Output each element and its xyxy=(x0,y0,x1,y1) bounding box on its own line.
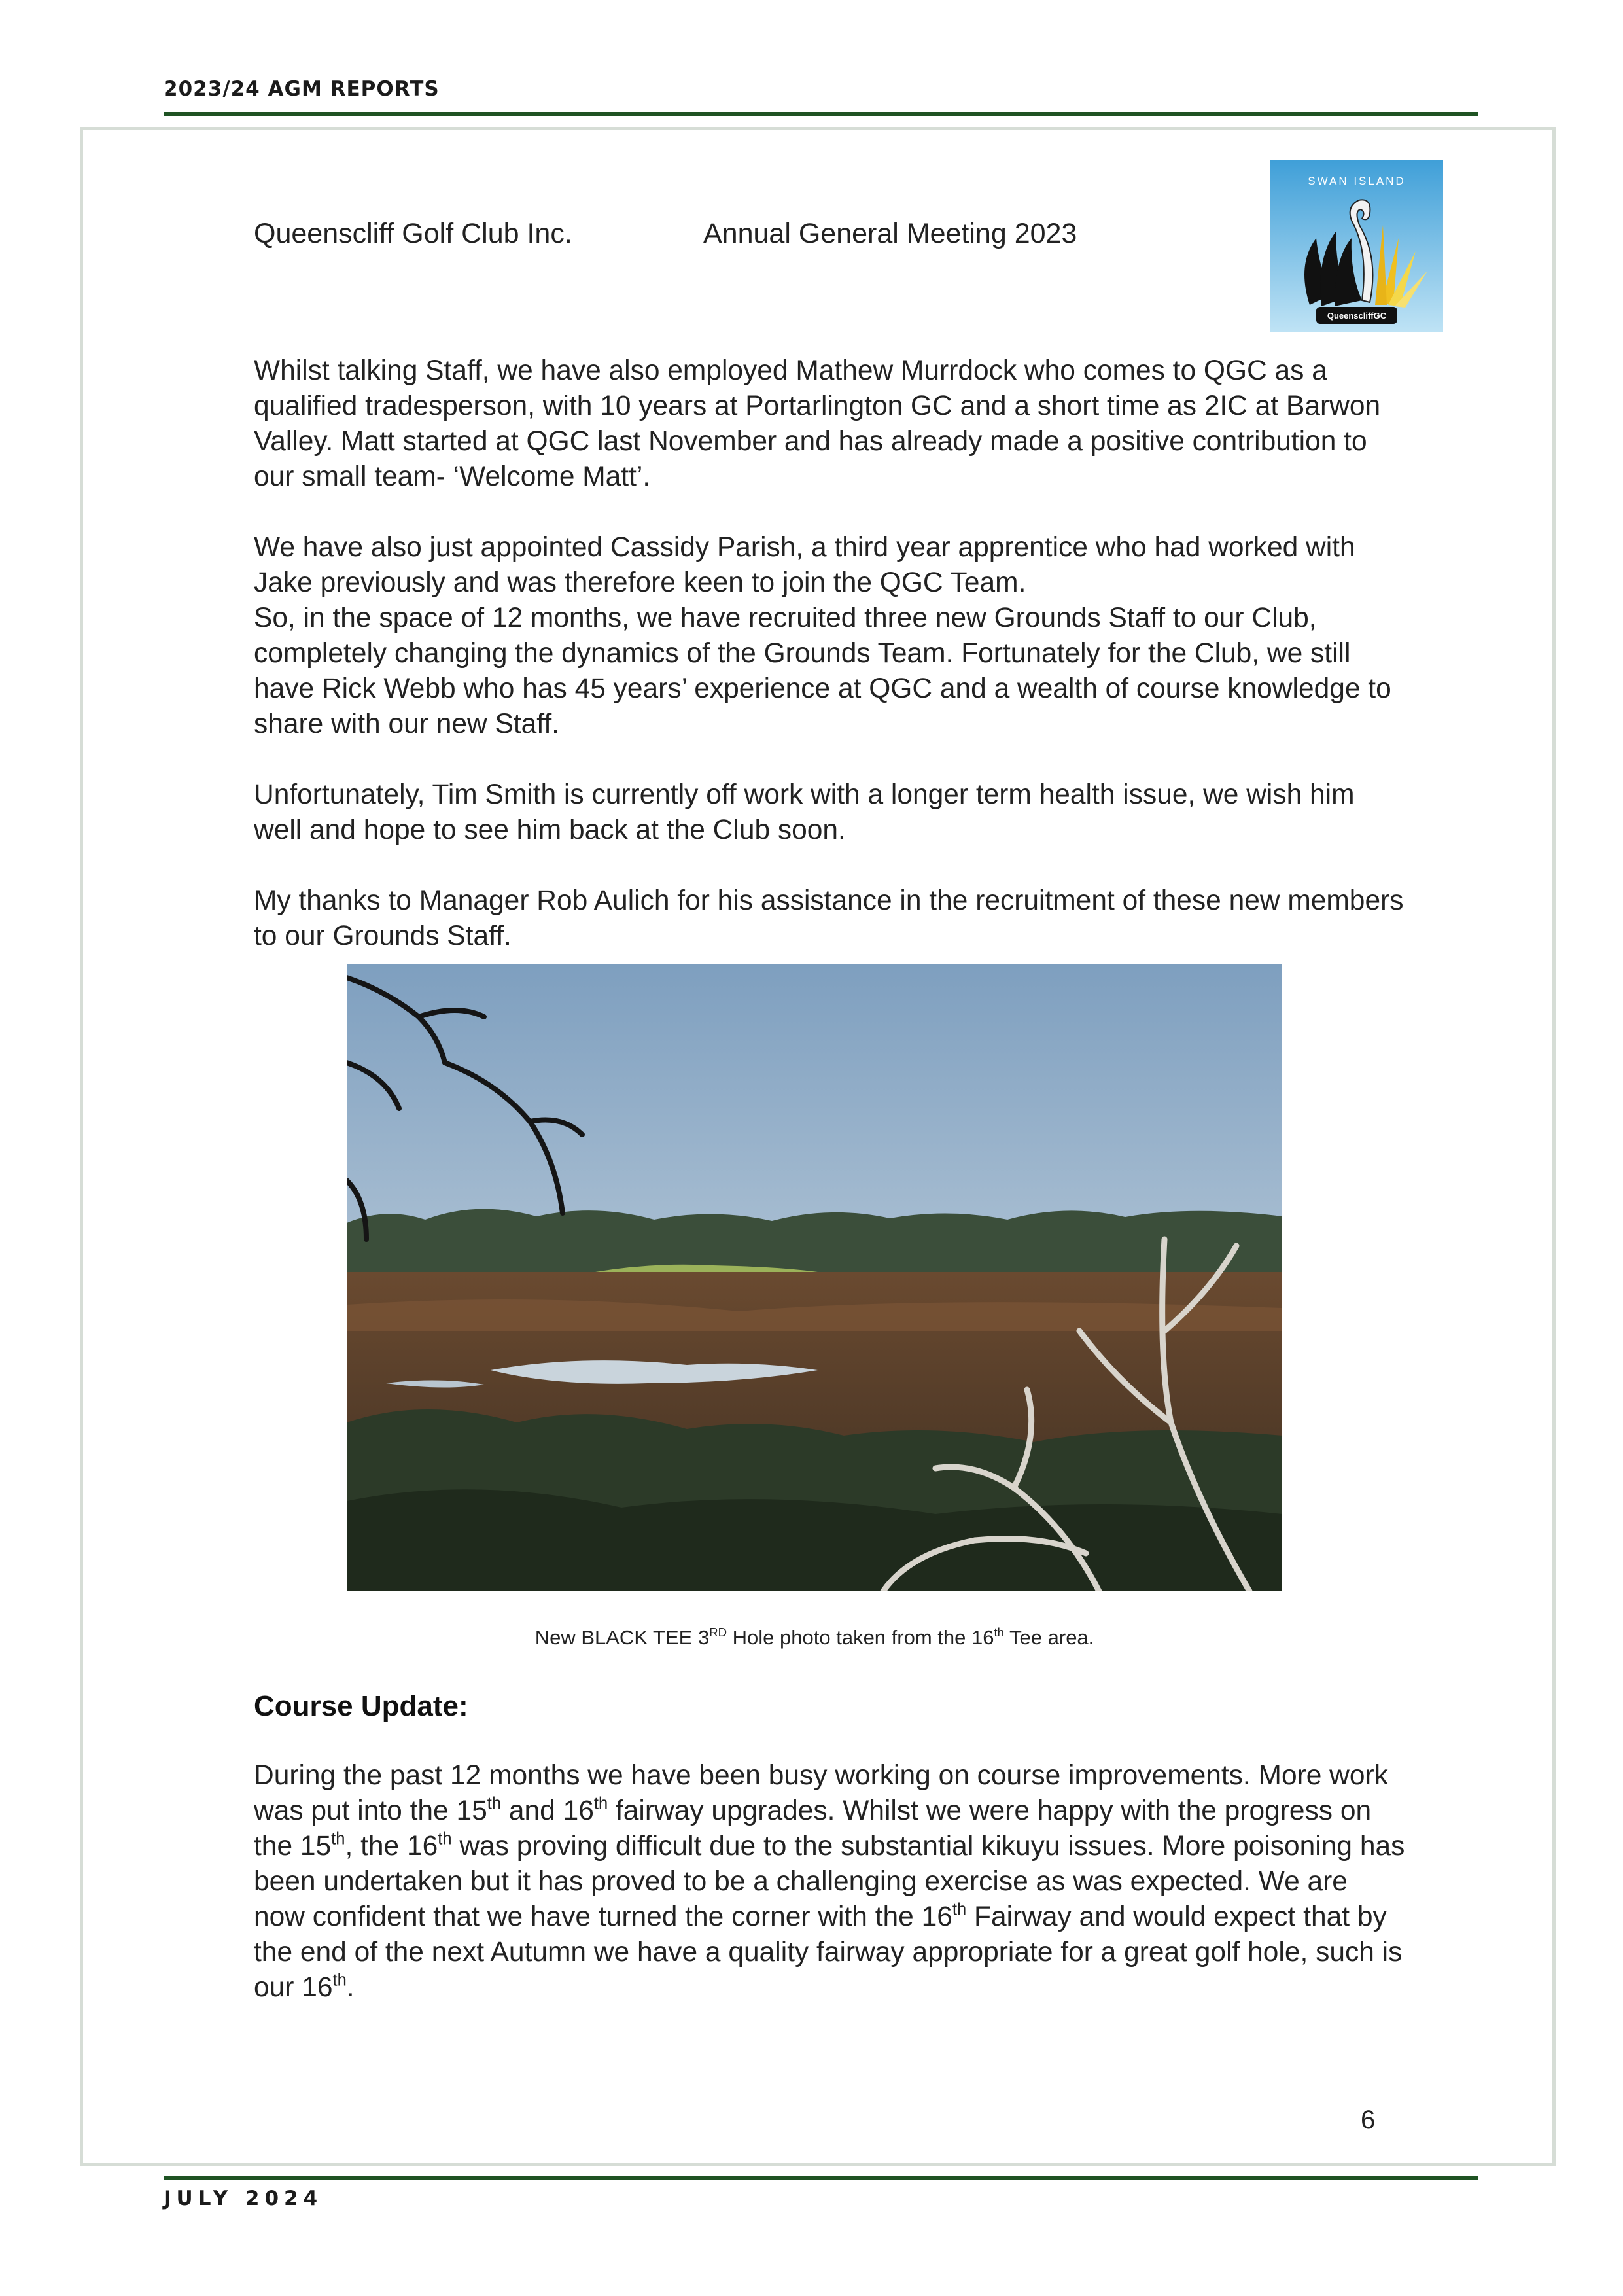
club-name: Queenscliff Golf Club Inc. xyxy=(254,218,572,249)
course-update-body xyxy=(254,1758,1405,2005)
course-photo xyxy=(347,964,1282,1591)
meeting-title: Annual General Meeting 2023 xyxy=(703,218,1077,249)
logo-badge-text: QueenscliffGC xyxy=(1327,311,1387,321)
document-header xyxy=(254,218,1077,250)
page-number: 6 xyxy=(1361,2106,1376,2134)
paragraph-tim: Unfortunately, Tim Smith is currently off work with a longer term health issue, we wish him well and hope to see him back at the Club soon. xyxy=(254,779,1355,845)
course-update-heading: Course Update: xyxy=(254,1690,468,1722)
logo-top-text: SWAN ISLAND xyxy=(1308,175,1406,187)
footer-divider xyxy=(164,2176,1478,2180)
paragraph-recruitment: So, in the space of 12 months, we have recruited three new Grounds Staff to our Club, completely changing the dynamics of the Grounds Team. Fortunately for the Club, we still have Rick Webb who has 45 years’ experience at QGC and a wealth of course knowledge to share with our new Staff. xyxy=(254,603,1391,739)
paragraph-cassidy: We have also just appointed Cassidy Parish, a third year apprentice who had worked with Jake previously and was therefore keen to join the QGC Team. xyxy=(254,532,1355,598)
report-header-label: 2023/24 AGM REPORTS xyxy=(164,77,440,101)
photo-caption: New BLACK TEE 3RD Hole photo taken from the 16th Tee area. xyxy=(534,1625,1094,1649)
paragraph-thanks: My thanks to Manager Rob Aulich for his assistance in the recruitment of these new members to our Grounds Staff. xyxy=(254,885,1404,951)
report-footer-label: JULY 2024 xyxy=(164,2187,323,2210)
header-divider xyxy=(164,112,1478,116)
course-update-paragraph: During the past 12 months we have been busy working on course improvements. More work was put into the 15th and 16th fairway upgrades. Whilst we were happy with the progress on the 15th, the 16th was proving difficult due to the substantial kikuyu issues. More poisoning has been undertaken but it has proved to be a challenging exercise as was expected. We are now confident that we have turned the corner with the 16th Fairway and would expect that by the end of the next Autumn we have a quality fairway appropriate for a great golf hole, such is our 16th. xyxy=(254,1760,1405,2003)
paragraph-mathew: Whilst talking Staff, we have also employed Mathew Murrdock who comes to QGC as a qualified tradesperson, with 10 years at Portarlington GC and a short time as 2IC at Barwon Valley. Matt started at QGC last November and has already made a positive contribution to our small team- ‘Welcome Matt’. xyxy=(254,355,1381,492)
swan-logo-icon xyxy=(1270,160,1443,332)
staff-report-body xyxy=(254,353,1405,989)
